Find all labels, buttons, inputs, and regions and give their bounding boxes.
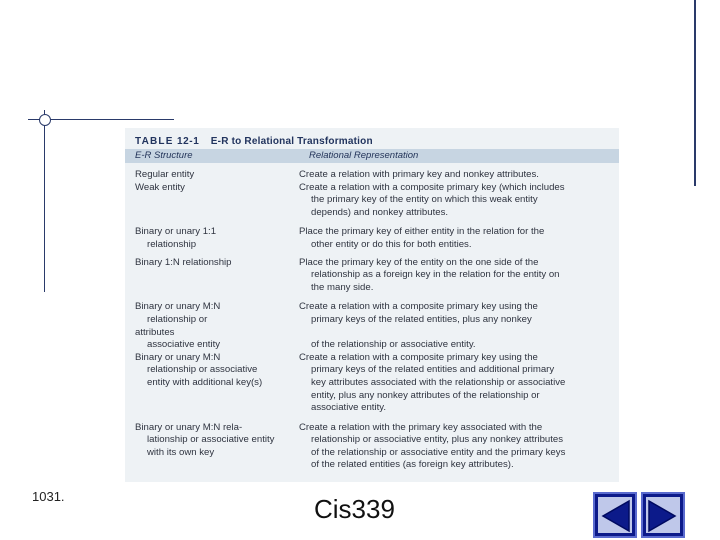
structure-line: associative entity [147,339,221,351]
structure-line: lationship or associative entity [147,434,275,446]
triangle-right-icon [643,494,683,536]
representation-line: Create a relation with the primary key associated with the [299,421,543,433]
representation-line: other entity or do this for both entities. [311,238,472,250]
representation-line: Place the primary key of either entity in the relation for the [299,226,545,238]
table-body [135,163,611,472]
representation-line: primary keys of the related entities, plus any nonkey [311,313,532,325]
table-row [135,301,611,351]
representation-line: associative entity. [311,402,387,414]
representation-line: relationship as a foreign key in the relation for the entity on [311,269,560,281]
structure-line: Binary or unary M:N rela- [135,421,243,433]
representation-line: Create a relation with a composite primary key using the [299,301,538,313]
representation-line: Place the primary key of the entity on the one side of the [299,256,539,268]
structure-line: with its own key [147,446,215,458]
structure-line: Binary or unary M:N [135,301,221,313]
representation-line: Create a relation with a composite primary key using the [299,351,538,363]
table-caption [135,134,611,149]
table-label: TABLE [135,136,174,147]
table-header [125,149,619,163]
representation-line: of the related entities (as foreign key attributes). [311,459,514,471]
representation-line [299,327,611,340]
header-relational-representation: Relational Representation [309,150,419,161]
structure-line: relationship [147,238,197,250]
decorative-rule-right [694,0,696,186]
next-slide-button[interactable] [641,492,685,538]
structure-line: relationship or [147,313,208,325]
representation-line: of the relationship or associative entity. [311,339,476,351]
representation-line: the primary key of the entity on which this weak entity [311,194,538,206]
table-row [135,352,611,415]
table-row [135,182,611,220]
representation-line: key attributes associated with the relationship or associative [311,376,566,388]
representation-line: depends) and nonkey attributes. [311,206,449,218]
representation-line: relationship or associative entity, plus any nonkey attributes [311,434,564,446]
previous-slide-button[interactable] [593,492,637,538]
triangle-left-icon [595,494,635,536]
representation-line: Create a relation with a composite primary key (which includes [299,181,565,193]
structure-line: entity with additional key(s) [147,376,263,388]
structure-line: Binary 1:N relationship [135,256,232,268]
table-row [135,226,611,251]
transformation-table [125,128,619,482]
structure-line: Weak entity [135,181,185,193]
representation-line: of the relationship or associative entity and the primary keys [311,446,566,458]
representation-line: entity, plus any nonkey attributes of the relationship or [311,389,540,401]
table-row [135,422,611,472]
structure-line: Regular entity [135,169,195,180]
decorative-circle [39,114,51,126]
table-row [135,257,611,295]
slide-number: 1031. [32,489,65,504]
table-row [135,169,611,182]
decorative-rule-left [44,110,45,292]
representation-line: primary keys of the related entities and additional primary [311,364,555,376]
table-title: E-R to Relational Transformation [210,136,373,147]
structure-line: Binary or unary 1:1 [135,226,217,238]
representation-line: Create a relation with primary key and nonkey attributes. [299,169,539,180]
table-number: 12-1 [176,136,200,147]
slide-footer-title: Cis339 [314,494,395,524]
header-er-structure: E-R Structure [135,150,193,161]
structure-line: relationship or associative [147,364,258,376]
structure-line: Binary or unary M:N [135,351,221,363]
representation-line: the many side. [311,281,374,293]
structure-line: attributes [135,326,175,338]
